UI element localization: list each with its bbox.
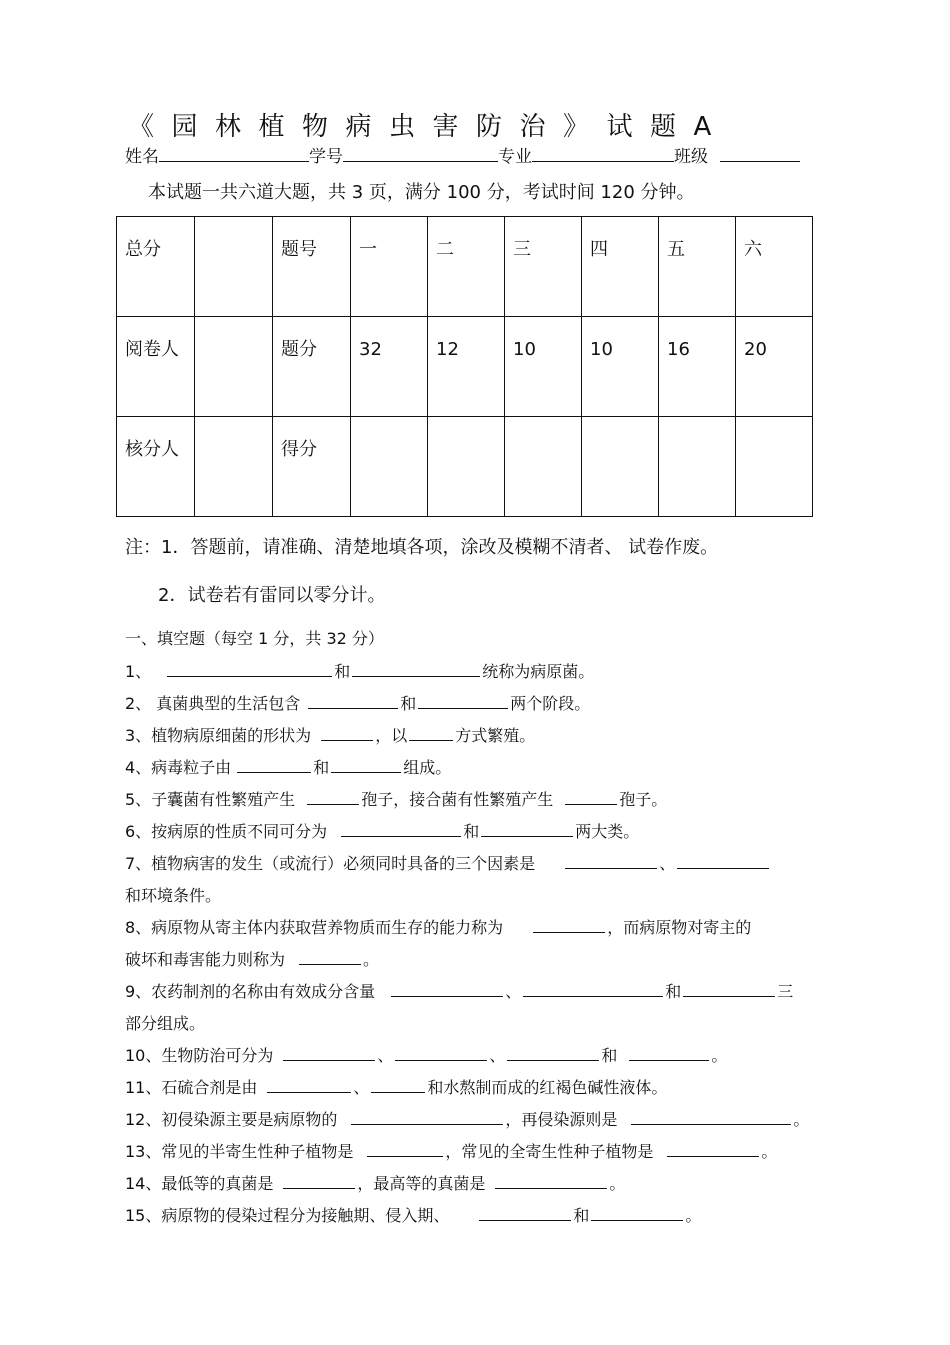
answer-blank[interactable] — [565, 852, 657, 869]
answer-blank[interactable] — [371, 1076, 425, 1093]
score-cell[interactable] — [428, 417, 505, 517]
major-field[interactable] — [532, 143, 674, 162]
answer-blank[interactable] — [299, 948, 361, 965]
answer-blank[interactable] — [533, 916, 605, 933]
question-8-cont: 破坏和毒害能力则称为 。 — [125, 950, 380, 969]
score-cell[interactable] — [736, 417, 813, 517]
blank-cell[interactable] — [195, 417, 273, 517]
name-label: 姓名 — [125, 147, 159, 167]
question-14: 14、最低等的真菌是 ，最高等的真菌是 。 — [125, 1174, 626, 1193]
question-number: 一 — [351, 217, 428, 317]
answer-blank[interactable] — [565, 788, 617, 805]
question-8: 8、病原物从寄主体内获取营养物质而生存的能力称为 ，而病原物对寄主的 — [125, 918, 752, 937]
student-id-field[interactable] — [343, 143, 498, 162]
question-11: 11、石硫合剂是由 、 和水熬制而成的红褐色碱性液体。 — [125, 1078, 668, 1097]
answer-blank[interactable] — [495, 1172, 607, 1189]
question-15: 15、病原物的侵染过程分为接触期、侵入期、 和 。 — [125, 1206, 702, 1225]
table-row — [117, 317, 813, 417]
score-cell[interactable] — [582, 417, 659, 517]
blank-cell[interactable] — [195, 317, 273, 417]
student-id-label: 学号 — [309, 147, 343, 167]
question-2: 2、 真菌典型的生活包含 和 两个阶段。 — [125, 694, 591, 713]
exam-intro: 本试题一共六道大题，共 3 页，满分 100 分，考试时间 120 分钟。 — [148, 182, 695, 203]
question-5: 5、子囊菌有性繁殖产生 孢子，接合菌有性繁殖产生 孢子。 — [125, 790, 668, 809]
answer-blank[interactable] — [523, 980, 663, 997]
question-points: 32 — [351, 317, 428, 417]
score-cell[interactable] — [505, 417, 582, 517]
answer-blank[interactable] — [308, 692, 398, 709]
page-title: 《园林植物病虫害防治》试题A — [128, 112, 729, 142]
answer-blank[interactable] — [591, 1204, 683, 1221]
name-field[interactable] — [159, 143, 309, 162]
answer-blank[interactable] — [367, 1140, 443, 1157]
question-number: 五 — [659, 217, 736, 317]
answer-blank[interactable] — [351, 1108, 503, 1125]
answer-blank[interactable] — [331, 756, 401, 773]
row-label: 阅卷人 — [117, 317, 195, 417]
answer-blank[interactable] — [283, 1044, 375, 1061]
answer-blank[interactable] — [683, 980, 775, 997]
answer-blank[interactable] — [167, 660, 332, 677]
question-number: 三 — [505, 217, 582, 317]
question-number: 六 — [736, 217, 813, 317]
question-12: 12、初侵染源主要是病原物的 ，再侵染源则是 。 — [125, 1110, 810, 1129]
blank-cell[interactable] — [195, 217, 273, 317]
answer-blank[interactable] — [667, 1140, 759, 1157]
question-6: 6、按病原的性质不同可分为 和 两大类。 — [125, 822, 640, 841]
score-cell[interactable] — [351, 417, 428, 517]
answer-blank[interactable] — [677, 852, 769, 869]
answer-blank[interactable] — [629, 1044, 709, 1061]
answer-blank[interactable] — [237, 756, 311, 773]
question-3: 3、植物病原细菌的形状为 ，以 方式繁殖。 — [125, 726, 536, 745]
row-head: 题号 — [273, 217, 351, 317]
answer-blank[interactable] — [321, 724, 373, 741]
answer-blank[interactable] — [307, 788, 359, 805]
answer-blank[interactable] — [283, 1172, 355, 1189]
question-number: 二 — [428, 217, 505, 317]
question-9-cont: 部分组成。 — [125, 1014, 206, 1033]
major-label: 专业 — [498, 147, 532, 167]
answer-blank[interactable] — [352, 660, 480, 677]
answer-blank[interactable] — [409, 724, 453, 741]
student-info-line — [125, 142, 800, 167]
class-field[interactable] — [720, 143, 800, 162]
answer-blank[interactable] — [395, 1044, 487, 1061]
answer-blank[interactable] — [391, 980, 503, 997]
answer-blank[interactable] — [418, 692, 508, 709]
answer-blank[interactable] — [267, 1076, 351, 1093]
question-4: 4、病毒粒子由 和 组成。 — [125, 758, 452, 777]
question-points: 10 — [582, 317, 659, 417]
table-row — [117, 417, 813, 517]
class-label: 班级 — [674, 147, 708, 167]
question-9: 9、农药制剂的名称由有效成分含量 、 和 三 — [125, 982, 794, 1001]
question-points: 20 — [736, 317, 813, 417]
answer-blank[interactable] — [481, 820, 573, 837]
question-points: 10 — [505, 317, 582, 417]
answer-blank[interactable] — [479, 1204, 571, 1221]
question-7: 7、植物病害的发生（或流行）必须同时具备的三个因素是 、 — [125, 851, 771, 874]
score-table — [116, 216, 813, 517]
answer-blank[interactable] — [507, 1044, 599, 1061]
row-head: 得分 — [273, 417, 351, 517]
question-points: 16 — [659, 317, 736, 417]
score-cell[interactable] — [659, 417, 736, 517]
question-13: 13、常见的半寄生性种子植物是 ，常见的全寄生性种子植物是 。 — [125, 1142, 778, 1161]
answer-blank[interactable] — [631, 1108, 791, 1125]
question-10: 10、生物防治可分为 、 、 和 。 — [125, 1046, 728, 1065]
row-label: 核分人 — [117, 417, 195, 517]
note-1: 注：1．答题前，请准确、清楚地填各项，涂改及模糊不清者、 试卷作废。 — [125, 537, 719, 558]
question-1: 1、 和 统称为病原菌。 — [125, 662, 595, 681]
section-header: 一、填空题（每空 1 分，共 32 分） — [125, 629, 384, 648]
answer-blank[interactable] — [341, 820, 461, 837]
question-7-cont: 和环境条件。 — [125, 886, 222, 905]
question-points: 12 — [428, 317, 505, 417]
question-number: 四 — [582, 217, 659, 317]
row-head: 题分 — [273, 317, 351, 417]
row-label: 总分 — [117, 217, 195, 317]
note-2: 2．试卷若有雷同以零分计。 — [158, 585, 386, 606]
table-row — [117, 217, 813, 317]
